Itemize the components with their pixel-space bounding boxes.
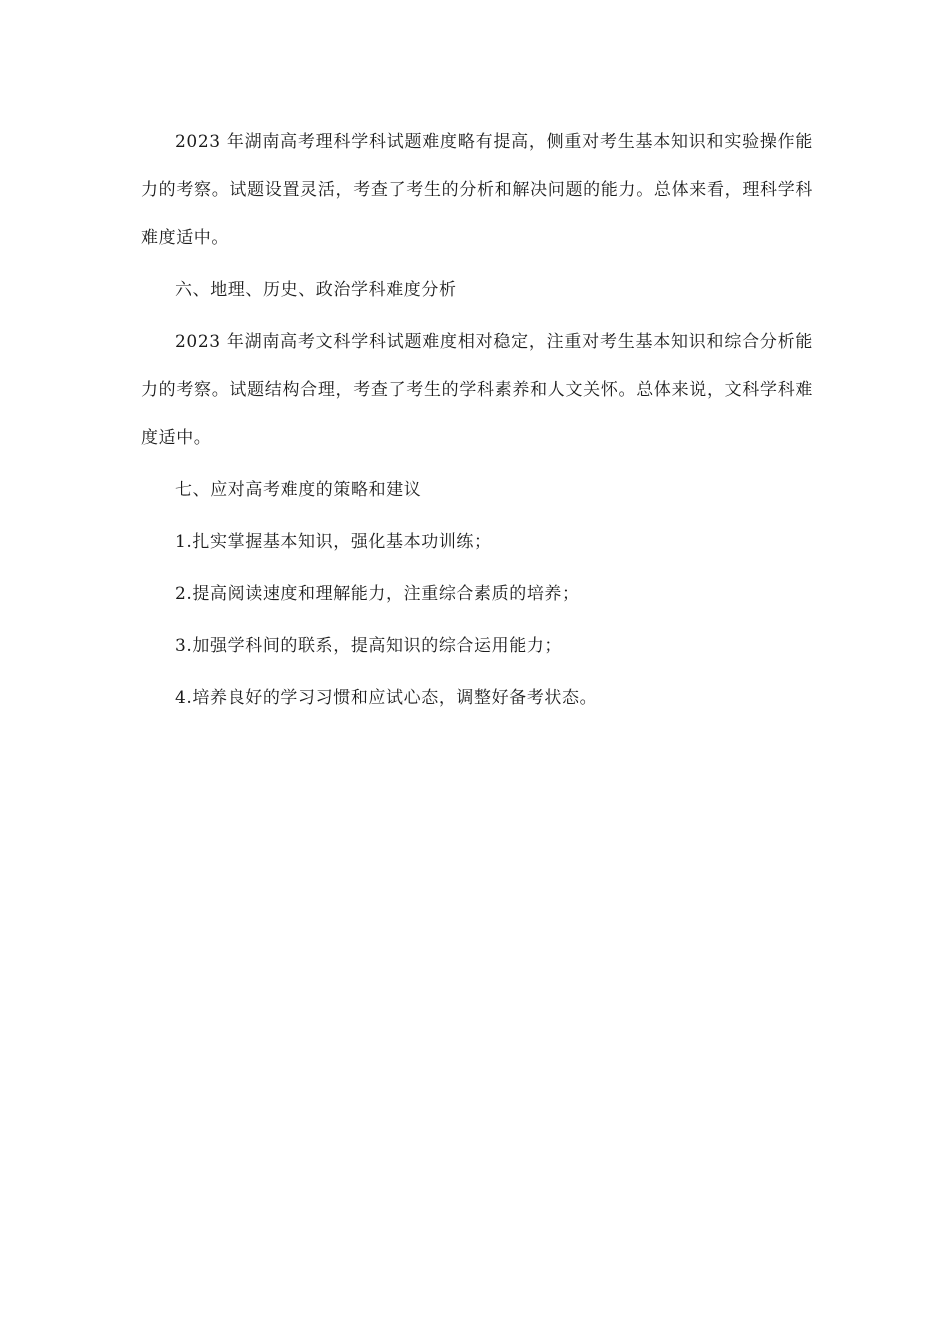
list-item-3: 3.加强学科间的联系，提高知识的综合运用能力； [175,636,563,656]
list-item-2: 2.提高阅读速度和理解能力，注重综合素质的培养； [175,584,580,604]
section-heading-seven: 七、应对高考难度的策略和建议 [175,480,422,500]
list-item-1: 1.扎实掌握基本知识，强化基本功训练； [175,532,492,552]
paragraph-science-difficulty: 2023 年湖南高考理科学科试题难度略有提高，侧重对考生基本知识和实验操作能力的考察。试题设置灵活，考查了考生的分析和解决问题的能力。总体来看，理科学科难度适中。 [141,132,813,248]
section-heading-six: 六、地理、历史、政治学科难度分析 [175,280,457,300]
list-item-4: 4.培养良好的学习习惯和应试心态，调整好备考状态。 [175,688,598,708]
paragraph-liberal-arts-difficulty: 2023 年湖南高考文科学科试题难度相对稳定，注重对考生基本知识和综合分析能力的考察。试题结构合理，考查了考生的学科素养和人文关怀。总体来说，文科学科难度适中。 [141,332,813,448]
document-body [141,118,813,722]
